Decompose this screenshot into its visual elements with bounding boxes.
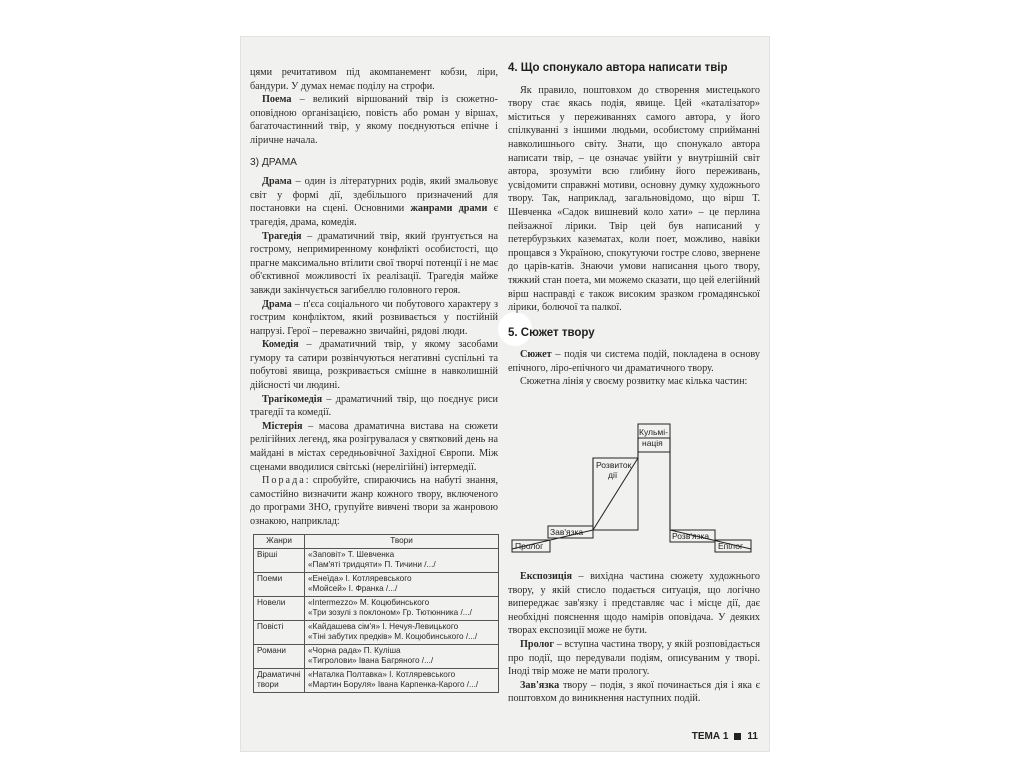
- table-cell-genre: Поеми: [254, 572, 305, 596]
- table-cell-genre: Романи: [254, 644, 305, 668]
- table-cell-works: «Чорна рада» П. Куліша «Тигролови» Івана Багряного /.../: [305, 644, 499, 668]
- label-prolog: Пролог: [515, 541, 544, 551]
- paragraph-zavyazka: Зав'язка твору – подія, з якої починається дія і яка є поштовхом до виникнення наступних подій.: [508, 679, 760, 705]
- section-5-heading: 5. Сюжет твору: [508, 326, 595, 339]
- right-column: [508, 62, 760, 389]
- paragraph-poema: Поема – великий віршований твір із сюжетно-оповідною організацією, повість або роман у віршах, багаточастинний твір, у якому поєднуються епічне і ліричне начала.: [250, 94, 498, 146]
- label-dii: дії: [608, 470, 618, 480]
- label-kulm1: Кульмі-: [639, 427, 668, 437]
- table-cell-works: «Кайдашева сім'я» І. Нечуя-Левицького «Тіні забутих предків» М. Коцюбинського /.../: [305, 620, 499, 644]
- table-cell-works: «Енеїда» І. Котляревського «Мойсей» І. Франка /.../: [305, 572, 499, 596]
- paragraph-plot-parts: Сюжетна лінія у своєму розвитку має кілька частин:: [520, 376, 748, 388]
- left-column: [250, 66, 498, 529]
- term-prologue: Пролог: [520, 638, 554, 650]
- label-rozvytok: Розвиток: [596, 460, 632, 470]
- label-kulm2: нація: [642, 438, 663, 448]
- term-tragedy: Трагедія: [262, 230, 302, 242]
- right-column-bottom: [508, 570, 760, 706]
- plot-structure-diagram: [508, 394, 760, 564]
- table-row: [254, 644, 499, 668]
- paragraph-drama: Драма – п'єса соціального чи побутового характеру з гострим конфліктом, який розвивається у постійній напрузі. Герої – переважно звичайні, рядові люди.: [250, 298, 498, 337]
- term-plot: Сюжет: [520, 349, 552, 361]
- paragraph-tragicomedy: Трагікомедія – драматичний твір, що поєднує риси трагедії та комедії.: [250, 393, 498, 419]
- label-epilog: Епілог: [718, 541, 744, 551]
- table-cell-genre: Вірші: [254, 548, 305, 572]
- term-tragicomedy: Трагікомедія: [262, 393, 323, 405]
- table-cell-genre: Повісті: [254, 620, 305, 644]
- paragraph-prologue: Пролог – вступна частина твору, у якій розповідається про події, що передували подіям, описуваним у творі. Іноді твір може не мати прологу.: [508, 638, 760, 678]
- table-cell-works: «Наталка Полтавка» І. Котляревського «Мартин Боруля» Івана Карпенка-Карого /.../: [305, 668, 499, 692]
- square-icon: [734, 733, 741, 740]
- section-4-heading: 4. Що спонукало автора написати твір: [508, 62, 728, 74]
- genres-table: [253, 534, 499, 693]
- table-cell-works: «Intermezzo» М. Коцюбинського «Три зозулі з поклоном» Гр. Тютюнника /.../: [305, 596, 499, 620]
- table-row: [254, 596, 499, 620]
- label-zavyazka: Зав'язка: [550, 527, 584, 537]
- table-row: [254, 548, 499, 572]
- table-header-works: Твори: [305, 535, 499, 549]
- table-row: [254, 572, 499, 596]
- paragraph-tragedy: Трагедія – драматичний твір, який ґрунтується на гострому, непримиренному конфлікті особистості, що прагне максимально втілити свої творчі потенції і не має об'єктивної можливості їх реалізації. Трагедія майже завжди закінчується загибеллю головного героя.: [250, 230, 498, 296]
- section-drama-heading: 3) ДРАМА: [250, 156, 297, 168]
- paragraph-comedy: Комедія – драматичний твір, у якому засобами гумору та сатири розвінчуються негативні суспільні та побутові явища, розкривається смішне в навколишній дійсності чи людині.: [250, 339, 498, 392]
- term-poema: Поема: [262, 94, 292, 106]
- table-row: [254, 668, 499, 692]
- table-cell-genre: Новели: [254, 596, 305, 620]
- term-zavyazka: Зав'язка: [520, 679, 560, 691]
- paragraph-drama-genre: Драма – один із літературних родів, який змальовує світ у формі дії, здебільшого призначений для постановки на сцені. Основними жанрами драми є трагедія, драма, комедія.: [250, 176, 498, 228]
- paragraph-duma: цями речитативом під акомпанемент кобзи, ліри, бандури. У думах немає поділу на строфи.: [250, 67, 498, 92]
- table-cell-genre: Драматичні твори: [254, 668, 305, 692]
- table-header-row: [254, 535, 499, 549]
- table-row: [254, 620, 499, 644]
- paragraph-mystery: Містерія – масова драматична вистава на сюжети релігійних легенд, яка розігрувалася у святковий день на майдані в містах середньовічної Західної Європи. Між сценами вводилися світські (нерелігійні) інтермедії.: [250, 420, 498, 473]
- paragraph-exposition: Експозиція – вихідна частина сюжету художнього твору, у якій стисло подається ситуація, що логічно випереджає зав'язку і представляє час і місце дії, дає необхідні пояснення щодо намірів оповідача. У деяких творах експозиції може не бути.: [508, 571, 760, 637]
- textbook-page: [240, 36, 770, 752]
- table-header-genres: Жанри: [254, 535, 305, 549]
- term-drama: Драма: [262, 176, 292, 188]
- paragraph-motivation: Як правило, поштовхом до створення мистецького твору стає якась подія, явище. Цей «каталізатор» міститься у переживаннях самого автора, у його спілкуванні з іншими людьми, особистому сприйманні навколишнього світу. Знати, що спонукало автора написати твір, – це означає увійти у внутрішній світ автора, зрозуміти всю глибину його переживань, усвідомити справжні мотиви, основну думку художнього твору. Так, наприклад, загальновідомо, що вірш Т. Шевченка «Садок вишневий коло хати» – це перлина пейзажної лірики. Твір цей був написаний у петербурзьких казематах, коли поет, можливо, навіки прощався з Україною, спокутуючи гостре слово, звернене до царів-катів. Знаючи умови написання цього твору, тяжкий стан поета, ми можемо сказати, що цей елегійний вірш насправді є також високим зразком громадянської лірики, болючої та палкої.: [508, 84, 760, 314]
- paragraph-advice: Порада: спробуйте, спираючись на набуті знання, самостійно визначити жанр кожного твору, включеного до програми ЗНО, групуйте вивчені твори за жанровою ознакою, наприклад:: [250, 475, 498, 527]
- term-mystery: Містерія: [262, 420, 303, 432]
- term-comedy: Комедія: [262, 339, 299, 351]
- topic-label: ТЕМА 1: [691, 731, 729, 742]
- table-cell-works: «Заповіт» Т. Шевченка «Пам'яті тридцяти» П. Тичини /.../: [305, 548, 499, 572]
- paragraph-plot: Сюжет – подія чи система подій, покладена в основу епічного, ліро-епічного чи драматичного твору.: [508, 349, 760, 374]
- page-number: 11: [747, 731, 758, 742]
- term-advice: Порада: [262, 475, 306, 487]
- term-drama-play: Драма: [262, 298, 292, 310]
- page-footer: [692, 731, 758, 742]
- label-rozvyazka: Розв'язка: [672, 531, 710, 541]
- term-exposition: Експозиція: [520, 571, 573, 582]
